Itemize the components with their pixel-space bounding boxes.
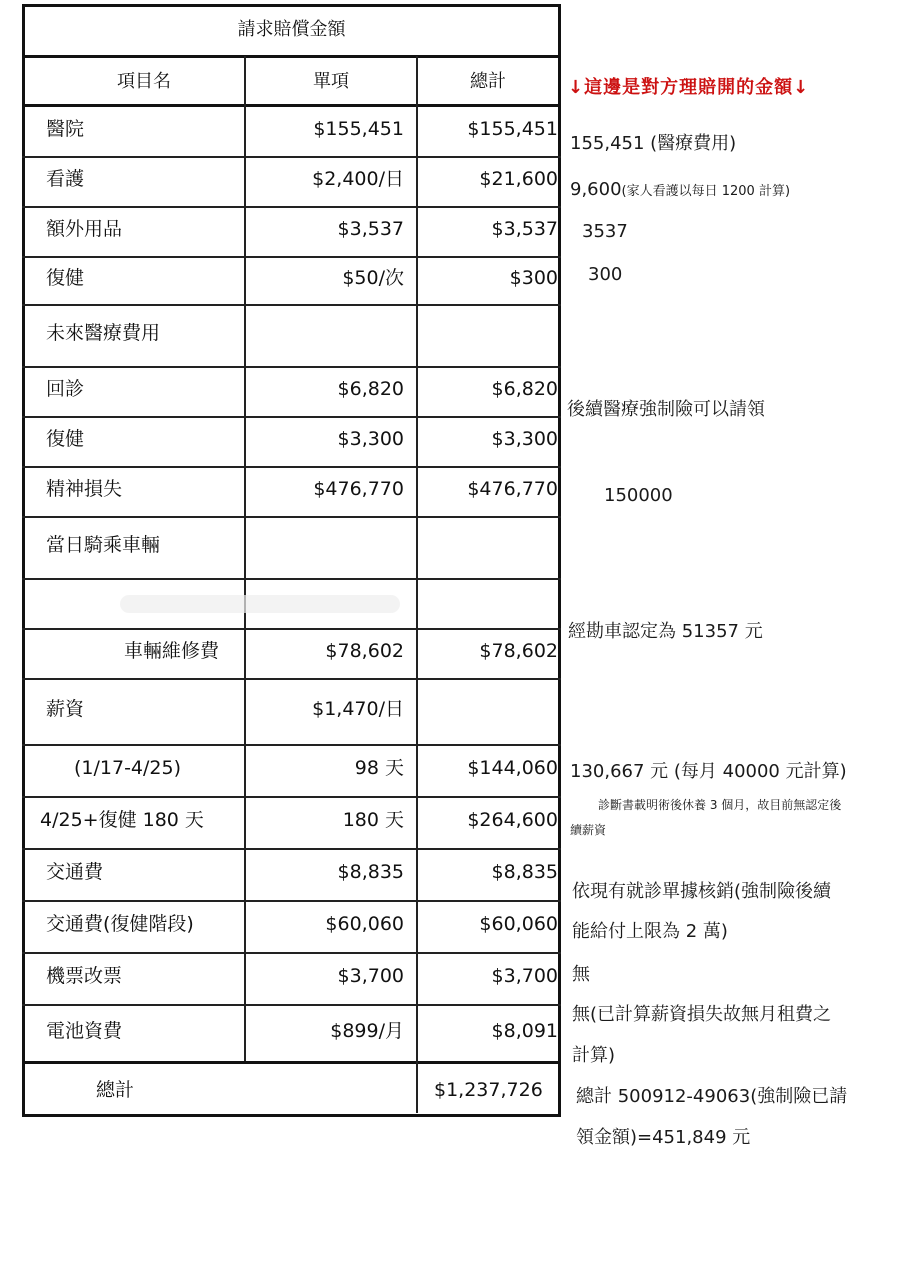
row-unit-amount: $8,835 <box>337 861 404 883</box>
note-transport-line2: 能給付上限為 2 萬) <box>572 921 728 942</box>
row-item-name: 電池資費 <box>46 1020 123 1042</box>
row-divider <box>22 678 561 680</box>
row-divider <box>22 466 561 468</box>
row-unit-amount: $899/月 <box>330 1020 404 1042</box>
note-ticket: 無 <box>572 964 590 985</box>
note-total-line2: 領金額)=451,849 元 <box>576 1127 751 1148</box>
note-vehicle: 經勘車認定為 51357 元 <box>568 621 763 642</box>
row-total-amount: $3,700 <box>491 965 558 987</box>
row-total-amount: $300 <box>509 267 558 289</box>
column-divider-2 <box>416 56 418 1113</box>
row-total-amount: $155,451 <box>467 118 558 140</box>
row-divider <box>22 516 561 518</box>
note-mental: 150000 <box>604 485 673 506</box>
row-unit-amount: $78,602 <box>325 640 404 662</box>
row-divider <box>22 416 561 418</box>
row-total-amount: $3,300 <box>491 428 558 450</box>
note-battery-line1: 無(已計算薪資損失故無月租費之 <box>572 1004 832 1025</box>
row-item-name: 復健 <box>46 267 85 289</box>
footer-label: 總計 <box>96 1079 135 1101</box>
header-unit: 單項 <box>313 71 349 92</box>
footer-divider <box>22 1061 561 1064</box>
note-salary-2-line2: 續薪資 <box>570 823 607 837</box>
row-divider <box>22 304 561 306</box>
row-unit-amount: $476,770 <box>313 478 404 500</box>
row-item-name: 交通費(復健階段) <box>46 913 194 935</box>
row-total-amount: $21,600 <box>479 168 558 190</box>
note-care-small: (家人看護以每日 1200 計算) <box>621 184 791 199</box>
row-item-name: 回診 <box>46 378 85 400</box>
row-divider <box>22 1004 561 1006</box>
row-total-amount: $8,835 <box>491 861 558 883</box>
row-unit-amount: $2,400/日 <box>312 168 404 190</box>
row-divider <box>22 848 561 850</box>
row-item-name: 機票改票 <box>46 965 123 987</box>
row-divider <box>22 206 561 208</box>
row-divider <box>22 796 561 798</box>
row-unit-amount: $3,300 <box>337 428 404 450</box>
row-item-name: (1/17-4/25) <box>74 757 182 779</box>
header-divider <box>22 104 561 107</box>
header-total: 總計 <box>470 71 506 92</box>
row-unit-amount: 180 天 <box>342 809 404 831</box>
row-unit-amount: 98 天 <box>354 757 404 779</box>
row-item-name: 車輛維修費 <box>124 640 220 662</box>
row-divider <box>22 628 561 630</box>
row-item-name: 交通費 <box>46 861 104 883</box>
note-supplies: 3537 <box>582 221 628 242</box>
row-unit-amount: $6,820 <box>337 378 404 400</box>
note-care-main: 9,600 <box>570 179 622 200</box>
blurred-text <box>120 595 400 613</box>
row-unit-amount: $3,700 <box>337 965 404 987</box>
title-divider <box>22 55 561 58</box>
note-care <box>570 178 790 204</box>
note-total-line1: 總計 500912-49063(強制險已請 <box>576 1086 848 1107</box>
row-divider <box>22 578 561 580</box>
note-hospital: 155,451 (醫療費用) <box>570 133 737 154</box>
row-item-name: 復健 <box>46 428 85 450</box>
row-unit-amount: $3,537 <box>337 218 404 240</box>
row-unit-amount: $60,060 <box>325 913 404 935</box>
row-total-amount: $60,060 <box>479 913 558 935</box>
row-divider <box>22 900 561 902</box>
notes-header: ↓這邊是對方理賠開的金額↓ <box>568 77 810 98</box>
row-divider <box>22 156 561 158</box>
row-unit-amount: $155,451 <box>313 118 404 140</box>
row-item-name: 4/25+復健 180 天 <box>40 809 204 831</box>
row-total-amount: $476,770 <box>467 478 558 500</box>
row-total-amount: $3,537 <box>491 218 558 240</box>
row-item-name: 當日騎乘車輛 <box>46 534 161 556</box>
note-salary-1: 130,667 元 (每月 40000 元計算) <box>570 761 847 782</box>
row-item-name: 額外用品 <box>46 218 123 240</box>
row-total-amount: $264,600 <box>467 809 558 831</box>
row-item-name: 薪資 <box>46 698 85 720</box>
row-item-name: 醫院 <box>46 118 85 140</box>
header-item-name: 項目名 <box>117 71 171 92</box>
row-item-name: 未來醫療費用 <box>46 322 161 344</box>
row-divider <box>22 952 561 954</box>
note-future-medical: 後續醫療強制險可以請領 <box>567 399 765 420</box>
note-battery-line2: 計算) <box>572 1045 616 1066</box>
row-unit-amount: $50/次 <box>342 267 404 289</box>
row-unit-amount: $1,470/日 <box>312 698 404 720</box>
note-transport-line1: 依現有就診單據核銷(強制險後續 <box>572 881 832 902</box>
row-divider <box>22 366 561 368</box>
row-total-amount: $6,820 <box>491 378 558 400</box>
row-item-name: 看護 <box>46 168 85 190</box>
note-salary-2-line1: 診斷書載明術後休養 3 個月，故目前無認定後 <box>598 798 842 812</box>
row-item-name: 精神損失 <box>46 478 123 500</box>
table-title: 請求賠償金額 <box>237 19 346 40</box>
row-divider <box>22 256 561 258</box>
row-total-amount: $8,091 <box>491 1020 558 1042</box>
footer-total: $1,237,726 <box>434 1079 543 1101</box>
row-total-amount: $144,060 <box>467 757 558 779</box>
row-divider <box>22 744 561 746</box>
row-total-amount: $78,602 <box>479 640 558 662</box>
note-rehab: 300 <box>588 264 623 285</box>
